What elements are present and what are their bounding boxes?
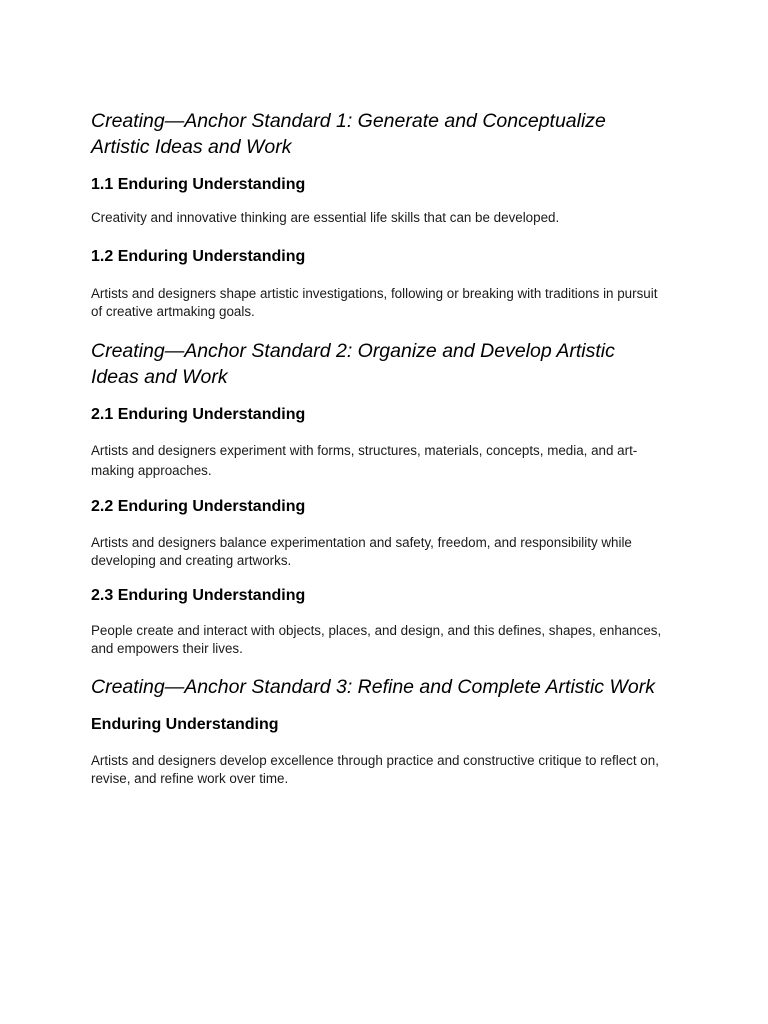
enduring-understanding-1-2-title: 1.2 Enduring Understanding (91, 248, 306, 265)
enduring-understanding-2-2-title: 2.2 Enduring Understanding (91, 498, 306, 515)
anchor-standard-1-section (91, 108, 691, 321)
document-page (91, 108, 691, 806)
anchor-standard-3-section (91, 674, 691, 788)
enduring-understanding-3-text: Artists and designers develop excellence through practice and constructive critique to reflect on, revise, and refine work over time. (91, 753, 659, 786)
anchor-standard-1-heading: Creating—Anchor Standard 1: Generate and Conceptualize Artistic Ideas and Work (91, 110, 606, 158)
enduring-understanding-1-1-text: Creativity and innovative thinking are essential life skills that can be developed. (91, 210, 560, 225)
enduring-understanding-2-2-text: Artists and designers balance experimentation and safety, freedom, and responsibility while developing and creating artworks. (91, 535, 632, 568)
enduring-understanding-1-2-text: Artists and designers shape artistic investigations, following or breaking with traditions in pursuit of creative artmaking goals. (91, 286, 658, 319)
anchor-standard-2-heading: Creating—Anchor Standard 2: Organize and Develop Artistic Ideas and Work (91, 340, 615, 388)
enduring-understanding-2-3-title: 2.3 Enduring Understanding (91, 587, 306, 604)
enduring-understanding-3-title: Enduring Understanding (91, 716, 279, 733)
anchor-standard-3-heading: Creating—Anchor Standard 3: Refine and Complete Artistic Work (91, 676, 655, 698)
enduring-understanding-1-1-title: 1.1 Enduring Understanding (91, 176, 306, 193)
anchor-standard-2-section (91, 338, 691, 658)
enduring-understanding-2-3-text: People create and interact with objects, places, and design, and this defines, shapes, enhances, and empowers their lives. (91, 623, 662, 656)
enduring-understanding-2-1-title: 2.1 Enduring Understanding (91, 406, 306, 423)
enduring-understanding-2-1-text: Artists and designers experiment with forms, structures, materials, concepts, media, and art-making approaches. (91, 443, 638, 478)
